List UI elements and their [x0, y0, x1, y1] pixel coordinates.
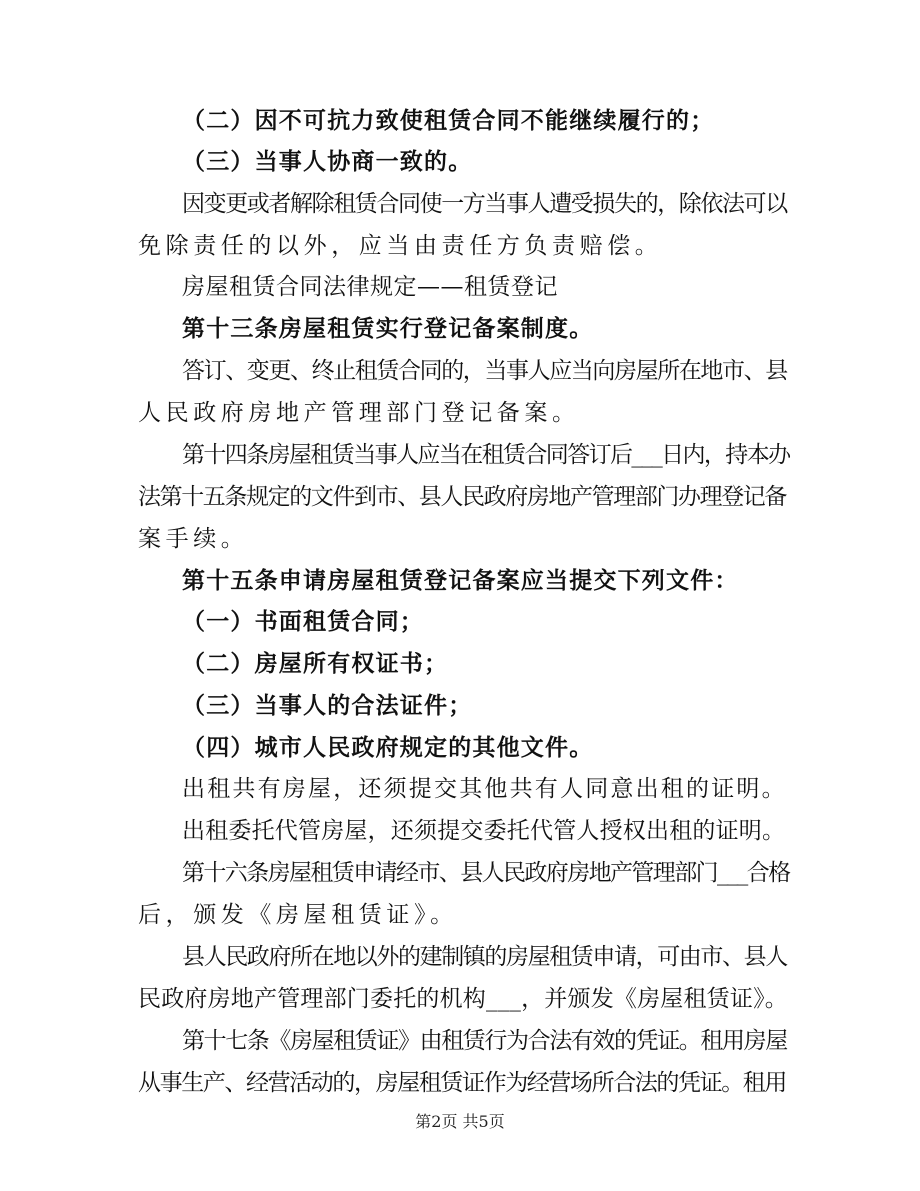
paragraph-line: 出租共有房屋，还须提交其他共有人同意出租的证明。 — [182, 776, 787, 802]
paragraph-line: 第十四条房屋租赁当事人应当在租赁合同答订后___日内，持本办 — [182, 442, 790, 468]
paragraph-line: 民政府房地产管理部门委托的机构___，并颁发《房屋租赁证》。 — [138, 986, 788, 1012]
list-item: （三）当事人的合法证件； — [182, 693, 473, 719]
paragraph-line: 案手续。 — [138, 526, 249, 552]
paragraph-line: 从事生产、经营活动的，房屋租赁证作为经营场所合法的凭证。租用 — [138, 1070, 787, 1096]
paragraph-line: 第十七条《房屋租赁证》由租赁行为合法有效的凭证。租用房屋 — [182, 1028, 787, 1054]
paragraph-line: 答订、变更、终止租赁合同的，当事人应当向房屋所在地市、县 — [182, 358, 787, 384]
paragraph-line: 第十六条房屋租赁申请经市、县人民政府房地产管理部门___合格 — [182, 860, 790, 886]
paragraph-line: （三）当事人协商一致的。 — [182, 149, 473, 175]
paragraph-line: 法第十五条规定的文件到市、县人民政府房地产管理部门办理登记备 — [138, 484, 787, 510]
paragraph-line: 县人民政府所在地以外的建制镇的房屋租赁申请，可由市、县人 — [182, 944, 787, 970]
paragraph-line: 人民政府房地产管理部门登记备案。 — [138, 400, 580, 426]
article-heading: 第十五条申请房屋租赁登记备案应当提交下列文件： — [182, 568, 739, 594]
paragraph-line: 出租委托代管房屋，还须提交委托代管人授权出租的证明。 — [182, 818, 786, 844]
paragraph-line: （二）因不可抗力致使租赁合同不能继续履行的； — [182, 108, 715, 134]
list-item: （四）城市人民政府规定的其他文件。 — [182, 735, 594, 761]
section-heading: 房屋租赁合同法律规定——租赁登记 — [182, 274, 558, 300]
page-number-footer: 第2页 共5页 — [415, 1112, 505, 1131]
paragraph-line: 免除责任的以外，应当由责任方负责赔偿。 — [138, 233, 663, 259]
article-heading: 第十三条房屋租赁实行登记备案制度。 — [182, 316, 594, 342]
list-item: （一）书面租赁合同； — [182, 609, 424, 635]
paragraph-line: 后，颁发《房屋租赁证》。 — [138, 902, 458, 928]
paragraph-line: 因变更或者解除租赁合同使一方当事人遭受损失的，除依法可以 — [182, 191, 787, 217]
list-item: （二）房屋所有权证书； — [182, 651, 449, 677]
